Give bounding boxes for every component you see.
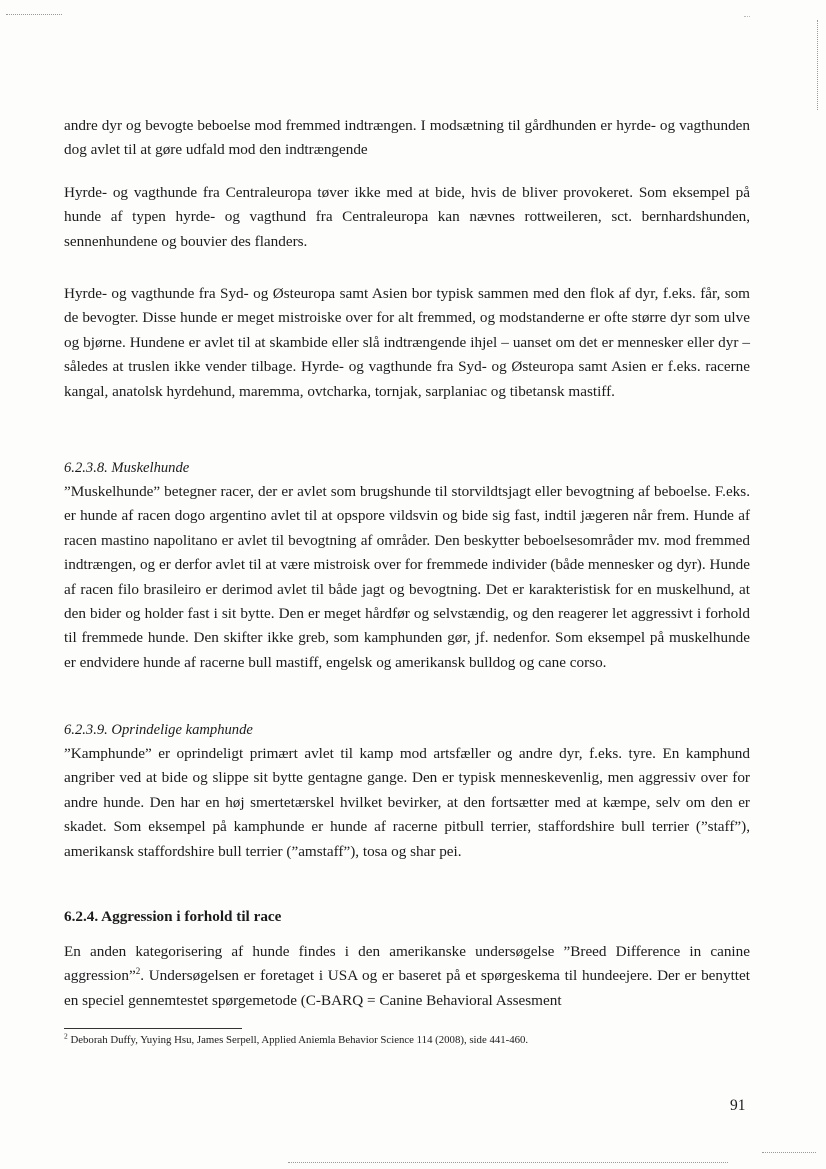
paragraph-text	[64, 940, 750, 1013]
paragraph-syd-oesteuropa	[64, 282, 750, 404]
paragraph-text: ”Muskelhunde” betegner racer, der er avlet som brugshunde til storvildtsjagt eller bevogtning af beboelse. F.eks. er hunde af racen dogo argentino avlet til at opspore vildsvin og bide sig fast, indtil jægeren når frem. Hunde af racen mastino napolitano er avlet til bevogtning af områder. Den beskytter beboelsesområder mv. mod fremmed indtrængen, og er derfor avlet til at være mistroisk over for fremmede individer (både mennesker og dyr). Hunde af racen filo brasileiro er derimod avlet til både jagt og bevogtning. Det er karakteristisk for en muskelhund, at den bider og holder fast i sit bytte. Den er meget hårdfør og selvstændig, og den reagerer let aggressivt i forhold til fremmede hunde. Den skifter ikke greb, som kamphunden gør, jf. nedenfor. Som eksempel på muskelhunde er endvidere hunde af racerne bull mastiff, engelsk og amerikansk bulldog og cane corso.	[64, 483, 750, 671]
subheading-muskelhunde: 6.2.3.8. Muskelhunde	[64, 460, 190, 476]
footnote	[64, 1033, 750, 1047]
subheading-kamphunde: 6.2.3.9. Oprindelige kamphunde	[64, 722, 253, 738]
footnote-number: 2	[64, 1031, 68, 1041]
footnote-reference[interactable]: 2	[135, 966, 141, 977]
paragraph-text: ”Kamphunde” er oprindeligt primært avlet til kamp mod artsfæller og andre dyr, f.eks. tyre. En kamphund angriber ved at bide og slippe sit bytte gentagne gange. Den er typisk menneskevenlig, men aggressiv over for andre hunde. Den har en høj smertetærskel hvilket bevirker, at den fortsætter med at kæmpe, selv om den er skadet. Som eksempel på kamphunde er hunde af racerne pitbull terrier, staffordshire bull terrier (”staff”), amerikansk staffordshire bull terrier (”amstaff”), tosa og shar pei.	[64, 745, 750, 860]
scan-artifact	[817, 20, 818, 110]
section-heading: 6.2.4. Aggression i forhold til race	[64, 908, 282, 925]
paragraph-text: Hyrde- og vagthunde fra Centraleuropa tøver ikke med at bide, hvis de bliver provokeret. Som eksempel på hunde af typen hyrde- og vagthund fra Centraleuropa kan nævnes rottweileren, sct. bernhardshunden, sennenhundene og bouvier des flanders.	[64, 184, 750, 250]
scan-artifact	[762, 1152, 816, 1153]
paragraph-text-part: En anden kategorisering af hunde findes i den amerikanske undersøgelse ”Breed Difference in canine aggression”	[64, 943, 750, 985]
scan-artifact	[288, 1162, 728, 1163]
footnote-text: Deborah Duffy, Yuying Hsu, James Serpell, Applied Aniemla Behavior Science 114 (2008), side 441-460.	[67, 1034, 529, 1046]
paragraph-gaardhund	[64, 114, 750, 163]
paragraph-kamphunde	[64, 742, 750, 864]
paragraph-aggression	[64, 940, 750, 1013]
paragraph-text: Hyrde- og vagthunde fra Syd- og Østeuropa samt Asien bor typisk sammen med den flok af dyr, f.eks. får, som de bevogter. Disse hunde er meget mistroiske over for alt fremmed, og modstanderne er ofte større dyr som ulve og bjørne. Hundene er avlet til at skambide eller slå indtrængende ihjel – uanset om det er mennesker eller dyr – således at truslen ikke vender tilbage. Hyrde- og vagthunde fra Syd- og Østeuropa samt Asien er f.eks. racerne kangal, anatolsk hyrdehund, maremma, ovtcharka, tornjak, sarplaniac og tibetansk mastiff.	[64, 285, 750, 400]
footnote-divider	[64, 1028, 242, 1029]
paragraph-muskelhunde	[64, 480, 750, 675]
paragraph-text: andre dyr og bevogte beboelse mod fremmed indtrængen. I modsætning til gårdhunden er hyrde- og vagthunden dog avlet til at gøre udfald mod den indtrængende	[64, 117, 750, 159]
page-number: 91	[730, 1097, 746, 1114]
paragraph-text-part: . Undersøgelsen er foretaget i USA og er baseret på et spørgeskema til hundeejere. Der er benyttet en speciel gennemtestet spørgemetode (C-BARQ = Canine Behavioral Assesment	[64, 967, 750, 1009]
scan-artifact	[744, 16, 750, 17]
scan-artifact	[6, 14, 62, 15]
paragraph-centraleuropa	[64, 181, 750, 254]
